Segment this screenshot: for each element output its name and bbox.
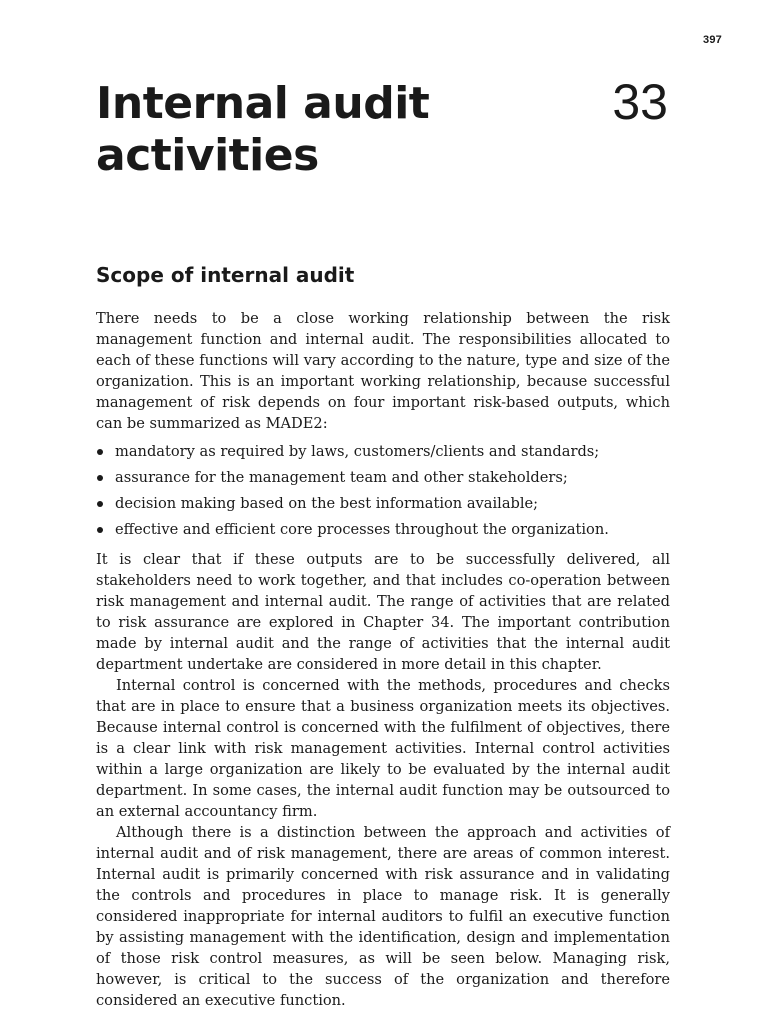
bullet-icon [97, 449, 103, 455]
made2-bullet-list [96, 439, 670, 543]
body-paragraph: Internal control is concerned with the methods, procedures and checks that are in place to ensure that a business organization meets its objectives. Because internal control is concerned with the fulfilment of objectives, there is a clear link with risk management activities. Internal control activities within a large organization are likely to be evaluated by the internal audit department. In some cases, the internal audit function may be outsourced to an external accountancy firm. [96, 677, 670, 820]
body-paragraph: Although there is a distinction between the approach and activities of internal audit and of risk management, there are areas of common interest. Internal audit is primarily concerned with risk assurance and in validating the controls and procedures in place to manage risk. It is generally considered inappropriate for internal auditors to fulfil an executive function by assisting management with the identification, design and implementation of those risk control measures, as will be seen below. Managing risk, however, is critical to the success of the organization and therefore considered an executive function. [96, 824, 670, 1009]
section-heading: Scope of internal audit [96, 263, 355, 287]
body-paragraph: It is clear that if these outputs are to be successfully delivered, all stakeholders need to work together, and that includes co-operation between risk management and internal audit. The range of activities that are related to risk assurance are explored in Chapter 34. The important contribution made by internal audit and the range of activities that the internal audit department undertake are considered in more detail in this chapter. [96, 551, 670, 673]
page-number: 397 [703, 34, 722, 46]
bullet-icon [97, 527, 103, 533]
chapter-title: Internal audit activities [96, 78, 430, 181]
body-text [96, 308, 670, 1011]
bullet-icon [97, 475, 103, 481]
list-item-text: assurance for the management team and other stakeholders; [115, 469, 568, 486]
list-item [96, 491, 670, 517]
chapter-number: 33 [612, 74, 668, 130]
list-item [96, 439, 670, 465]
list-item-text: decision making based on the best information available; [115, 495, 539, 512]
intro-paragraph: There needs to be a close working relationship between the risk management function and internal audit. The responsibilities allocated to each of these functions will vary according to the nature, type and size of the organization. This is an important working relationship, because successful management of risk depends on four important risk-based outputs, which can be summarized as MADE2: [96, 310, 670, 432]
list-item [96, 465, 670, 491]
list-item [96, 517, 670, 543]
list-item-text: mandatory as required by laws, customers/clients and standards; [115, 443, 600, 460]
bullet-icon [97, 501, 103, 507]
list-item-text: effective and efficient core processes throughout the organization. [115, 521, 609, 538]
